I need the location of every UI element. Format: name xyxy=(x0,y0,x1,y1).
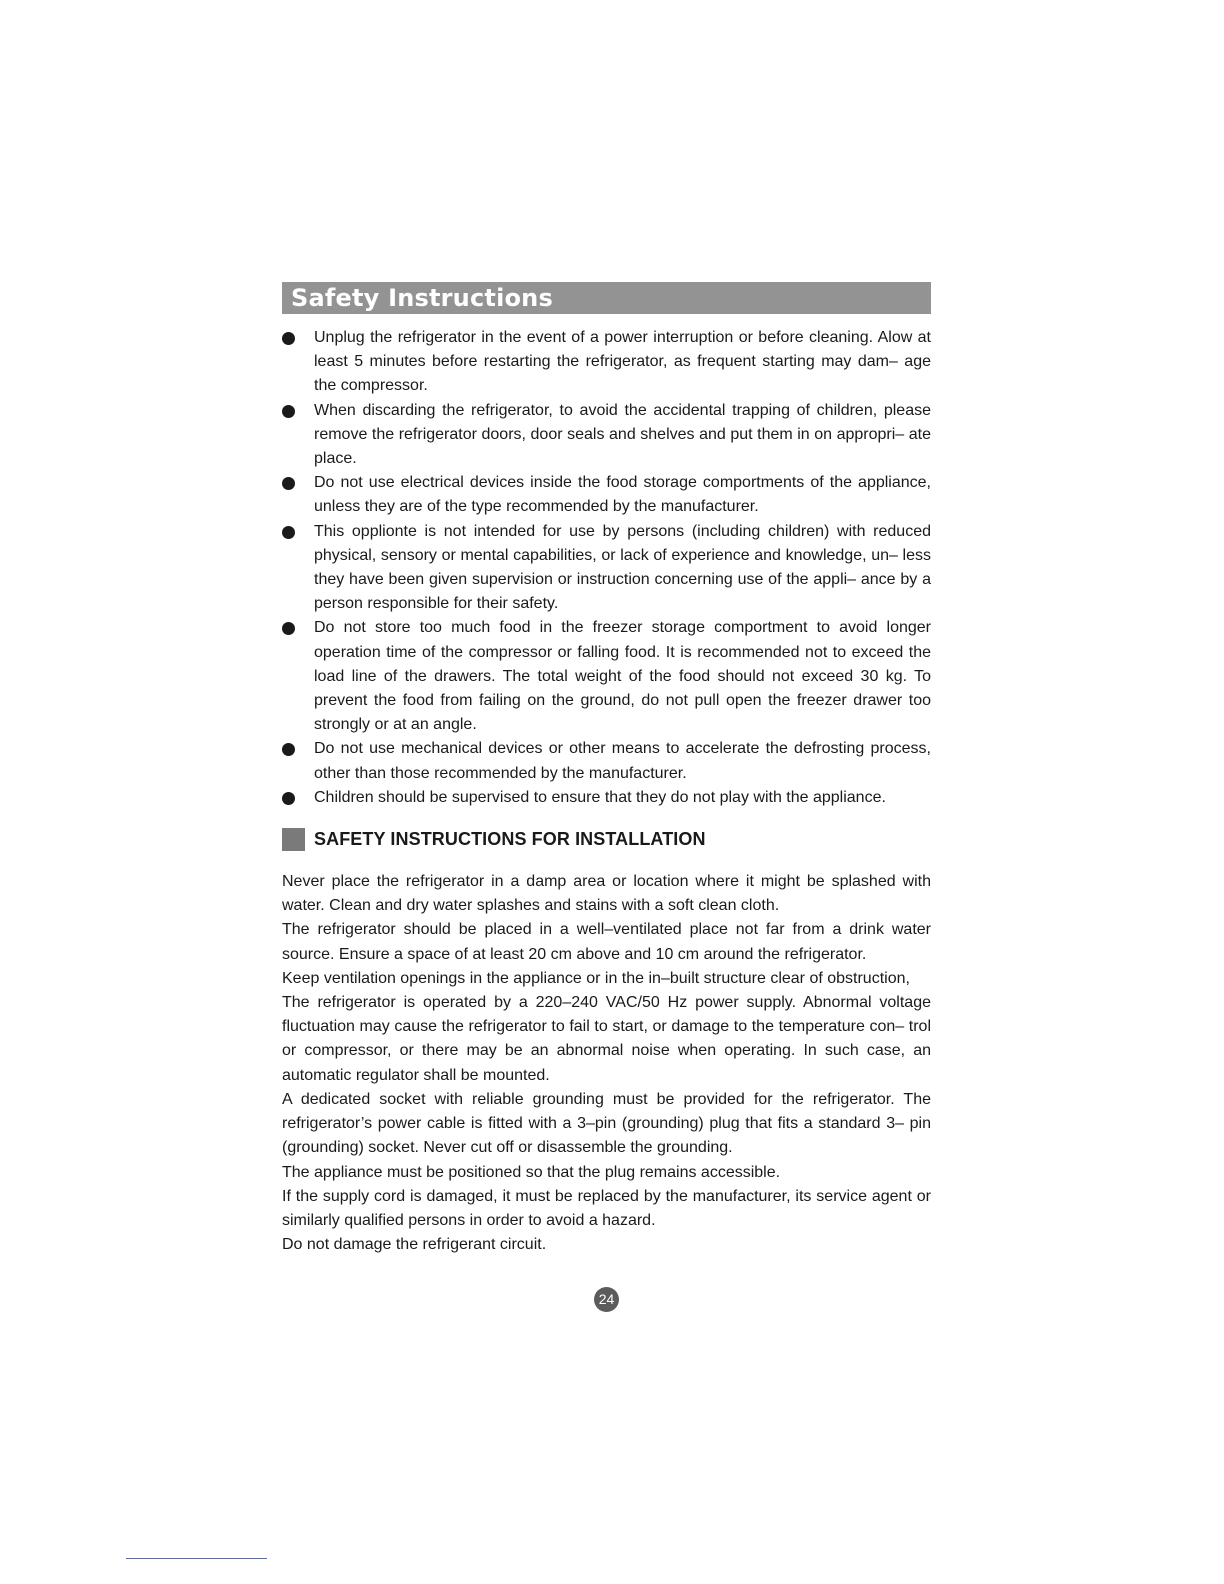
paragraph: If the supply cord is damaged, it must be replaced by the manufacturer, its service agent or similarly qualified persons in order to avoid a hazard. xyxy=(282,1187,931,1229)
paragraph: A dedicated socket with reliable grounding must be provided for the refrigerator. The refrigerator’s power cable is fitted with a 3–pin (grounding) plug that fits a standard 3– pin (grounding) socket. Never cut off or disassemble the grounding. xyxy=(282,1090,931,1157)
bullet-dot-icon xyxy=(282,405,295,418)
bullet-text: Children should be supervised to ensure that they do not play with the appliance. xyxy=(314,788,886,806)
bullet-dot-icon xyxy=(282,743,295,756)
bullet-item xyxy=(282,616,931,737)
bullet-item xyxy=(282,326,931,399)
bullet-item xyxy=(282,520,931,617)
bullet-text: Do not store too much food in the freezer storage comportment to avoid longer operation time of the compressor or falling food. It is recommended not to exceed the load line of the drawers. The total weight of the food should not exceed 30 kg. To prevent the food from failing on the ground, do not pull open the freezer drawer too strongly or at an angle. xyxy=(314,619,931,734)
bullet-text: Do not use electrical devices inside the food storage comportments of the appliance, unless they are of the type recommended by the manufacturer. xyxy=(314,474,931,516)
bullet-item xyxy=(282,737,931,785)
bullet-item xyxy=(282,786,931,810)
bullet-dot-icon xyxy=(282,332,295,345)
bullet-text: When discarding the refrigerator, to avoid the accidental trapping of children, please remove the refrigerator doors, door seals and shelves and put them in on appropri– ate place. xyxy=(314,401,931,468)
paragraph: Do not damage the refrigerant circuit. xyxy=(282,1236,547,1254)
paragraph: The refrigerator is operated by a 220–240 VAC/50 Hz power supply. Abnormal voltage fluctuation may cause the refrigerator to fail to start, or damage to the temperature con– trol or compressor, or there may be an abnormal noise when operating. In such case, an automatic regulator shall be mounted. xyxy=(282,994,931,1084)
safety-bullet-list xyxy=(282,326,931,810)
paragraph: Never place the refrigerator in a damp area or location where it might be splashed with water. Clean and dry water splashes and stains with a soft clean cloth. xyxy=(282,873,931,915)
page-number-badge: 24 xyxy=(594,1287,619,1312)
bullet-text: Unplug the refrigerator in the event of a power interruption or before cleaning. Alow at least 5 minutes before restarting the refrigerator, as frequent starting may dam– age the compressor. xyxy=(314,329,931,395)
paragraph: The appliance must be positioned so that the plug remains accessible. xyxy=(282,1163,781,1181)
section-title: SAFETY INSTRUCTIONS FOR INSTALLATION xyxy=(314,828,706,849)
bullet-dot-icon xyxy=(282,526,295,539)
paragraph: Keep ventilation openings in the appliance or in the in–built structure clear of obstruction, xyxy=(282,969,910,987)
footer-divider xyxy=(126,1558,267,1559)
page-title: Safety Instructions xyxy=(282,282,931,314)
bullet-text: This opplionte is not intended for use by persons (including children) with reduced physical, sensory or mental capabilities, or lack of experience and knowledge, un– less they have been given supervision or instruction concerning use of the appli– ance by a person responsible for their safety. xyxy=(314,522,931,613)
bullet-dot-icon xyxy=(282,477,295,490)
section-square-icon xyxy=(282,828,305,851)
bullet-text: Do not use mechanical devices or other means to accelerate the defrosting process, other than those recommended by the manufacturer. xyxy=(314,740,931,782)
installation-paragraphs xyxy=(282,870,931,1257)
page-content xyxy=(282,282,931,1257)
bullet-dot-icon xyxy=(282,622,295,635)
paragraph: The refrigerator should be placed in a well–ventilated place not far from a drink water source. Ensure a space of at least 20 cm above and 10 cm around the refrigerator. xyxy=(282,921,931,963)
bullet-item xyxy=(282,399,931,472)
installation-section-heading xyxy=(282,827,931,851)
bullet-item xyxy=(282,471,931,519)
bullet-dot-icon xyxy=(282,792,295,805)
